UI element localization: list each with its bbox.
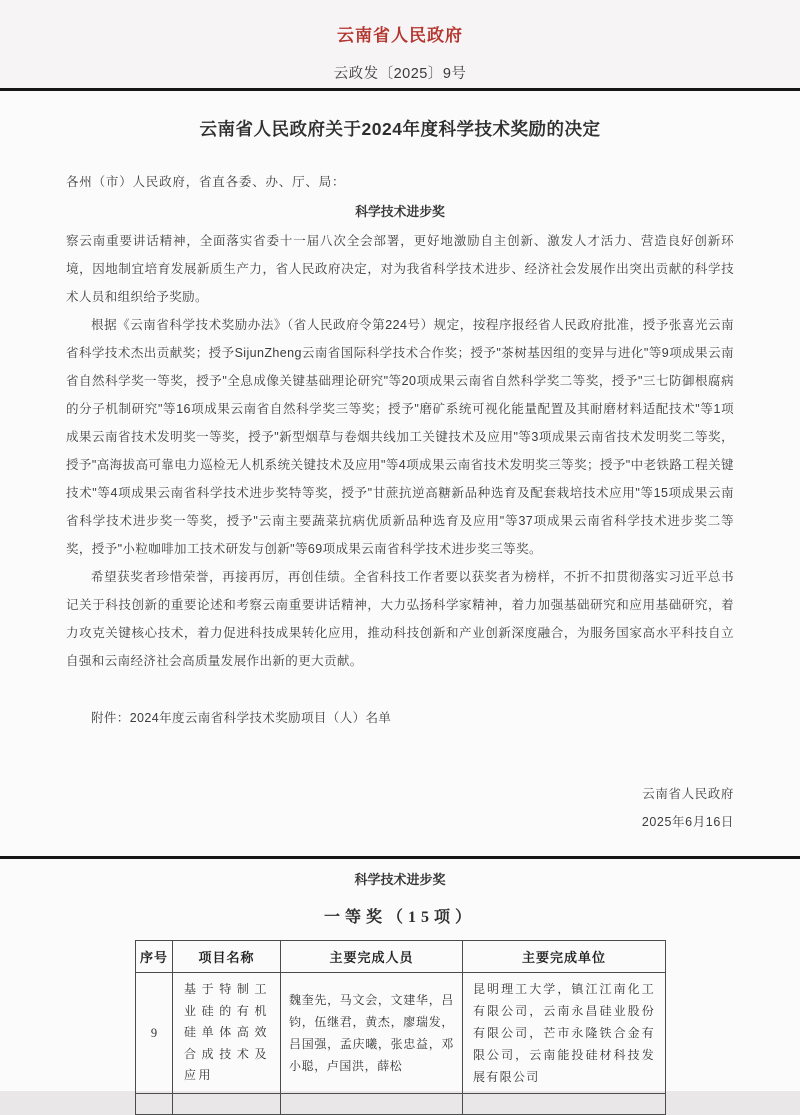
section-label: 科学技术进步奖 — [355, 204, 445, 219]
header-people: 主要完成人员 — [281, 941, 463, 973]
awards-section-title: 科学技术进步奖 — [354, 872, 446, 887]
header-units: 主要完成单位 — [463, 941, 666, 973]
paragraph-2: 根据《云南省科学技术奖励办法》（省人民政府令第224号）规定，按程序报经省人民政府批准，授予张喜光云南省科学技术杰出贡献奖；授予SijunZheng云南省国际科学技术合作奖；授予"茶树基因组的变异与进化"等9项成果云南省自然科学奖一等奖，授予"全息成像关键基础理论研究"等20项成果云南省自然科学奖二等奖，授予"三七防御根腐病的分子机制研究"等16项成果云南省自然科学奖三等奖；授予"磨矿系统可视化能量配置及其耐磨材料适配技术"等1项成果云南省技术发明奖一等奖，授予"新型烟草与卷烟共线加工关键技术及应用"等3项成果云南省技术发明奖二等奖，授予"高海拔高可靠电力巡检无人机系统关键技术及应用"等4项成果云南省技术发明奖三等奖；授予"中老铁路工程关键技术"等4项成果云南省科学技术进步奖特等奖，授予"甘蔗抗逆高糖新品种选育及配套栽培技术应用"等15项成果云南省科学技术进步奖一等奖，授予"云南主要蔬菜抗病优质新品种选育及应用"等37项成果云南省科学技术进步奖二等奖，授予"小粒咖啡加工技术研发与创新"等69项成果云南省科学技术进步奖三等奖。 — [66, 318, 734, 556]
cell-people: 魏奎先，马文会，文建华，吕钧，伍继君，黄杰，廖瑞发，吕国强，孟庆曦，张忠益，邓小聪，卢国洪，薛松 — [281, 973, 463, 1094]
cell-no: 9 — [136, 973, 173, 1094]
header-no: 序号 — [136, 941, 173, 973]
document-body — [0, 91, 800, 856]
gov-name: 云南省人民政府 — [337, 26, 463, 45]
paragraph-3: 希望获奖者珍惜荣誉，再接再厉，再创佳绩。全省科技工作者要以获奖者为榜样，不折不扣贯彻落实习近平总书记关于科技创新的重要论述和考察云南重要讲话精神，大力弘扬科学家精神，着力加强基础研究和应用基础研究，着力攻克关键核心技术，着力促进科技成果转化应用，推动科技创新和产业创新深度融合，为服务国家高水平科技自立自强和云南经济社会高质量发展作出新的更大贡献。 — [66, 570, 734, 668]
document-title: 云南省人民政府关于2024年度科学技术奖励的决定 — [199, 119, 601, 139]
awards-section — [0, 859, 800, 1091]
attachment-line: 附件：2024年度云南省科学技术奖励项目（人）名单 — [91, 711, 392, 725]
salutation: 各州（市）人民政府，省直各委、办、厅、局： — [66, 175, 346, 189]
table-row-partial — [136, 1094, 666, 1115]
paragraph-1: 察云南重要讲话精神，全面落实省委十一届八次全会部署，更好地激励自主创新、激发人才活力、营造良好创新环境，因地制宜培育发展新质生产力，省人民政府决定，对为我省科学技术进步、经济社会发展作出突出贡献的科学技术人员和组织给予奖励。 — [66, 234, 734, 304]
signature-block — [66, 780, 734, 836]
cell-units: 昆明理工大学，镇江江南化工有限公司，云南永昌硅业股份有限公司，芒市永隆铁合金有限公司，云南能投硅材科技发展有限公司 — [463, 973, 666, 1094]
cell-project: 基于特制工业硅的有机硅单体高效合成技术及应用 — [173, 973, 281, 1094]
doc-number: 云政发〔2025〕9号 — [333, 66, 467, 82]
awards-table — [135, 940, 666, 1115]
table-row — [136, 973, 666, 1094]
table-header-row — [136, 941, 666, 973]
grade-title: 一等奖（15项） — [323, 909, 476, 926]
document-header — [0, 0, 800, 88]
header-project: 项目名称 — [173, 941, 281, 973]
signature-signer: 云南省人民政府 — [642, 787, 734, 801]
signature-date: 2025年6月16日 — [641, 815, 734, 829]
